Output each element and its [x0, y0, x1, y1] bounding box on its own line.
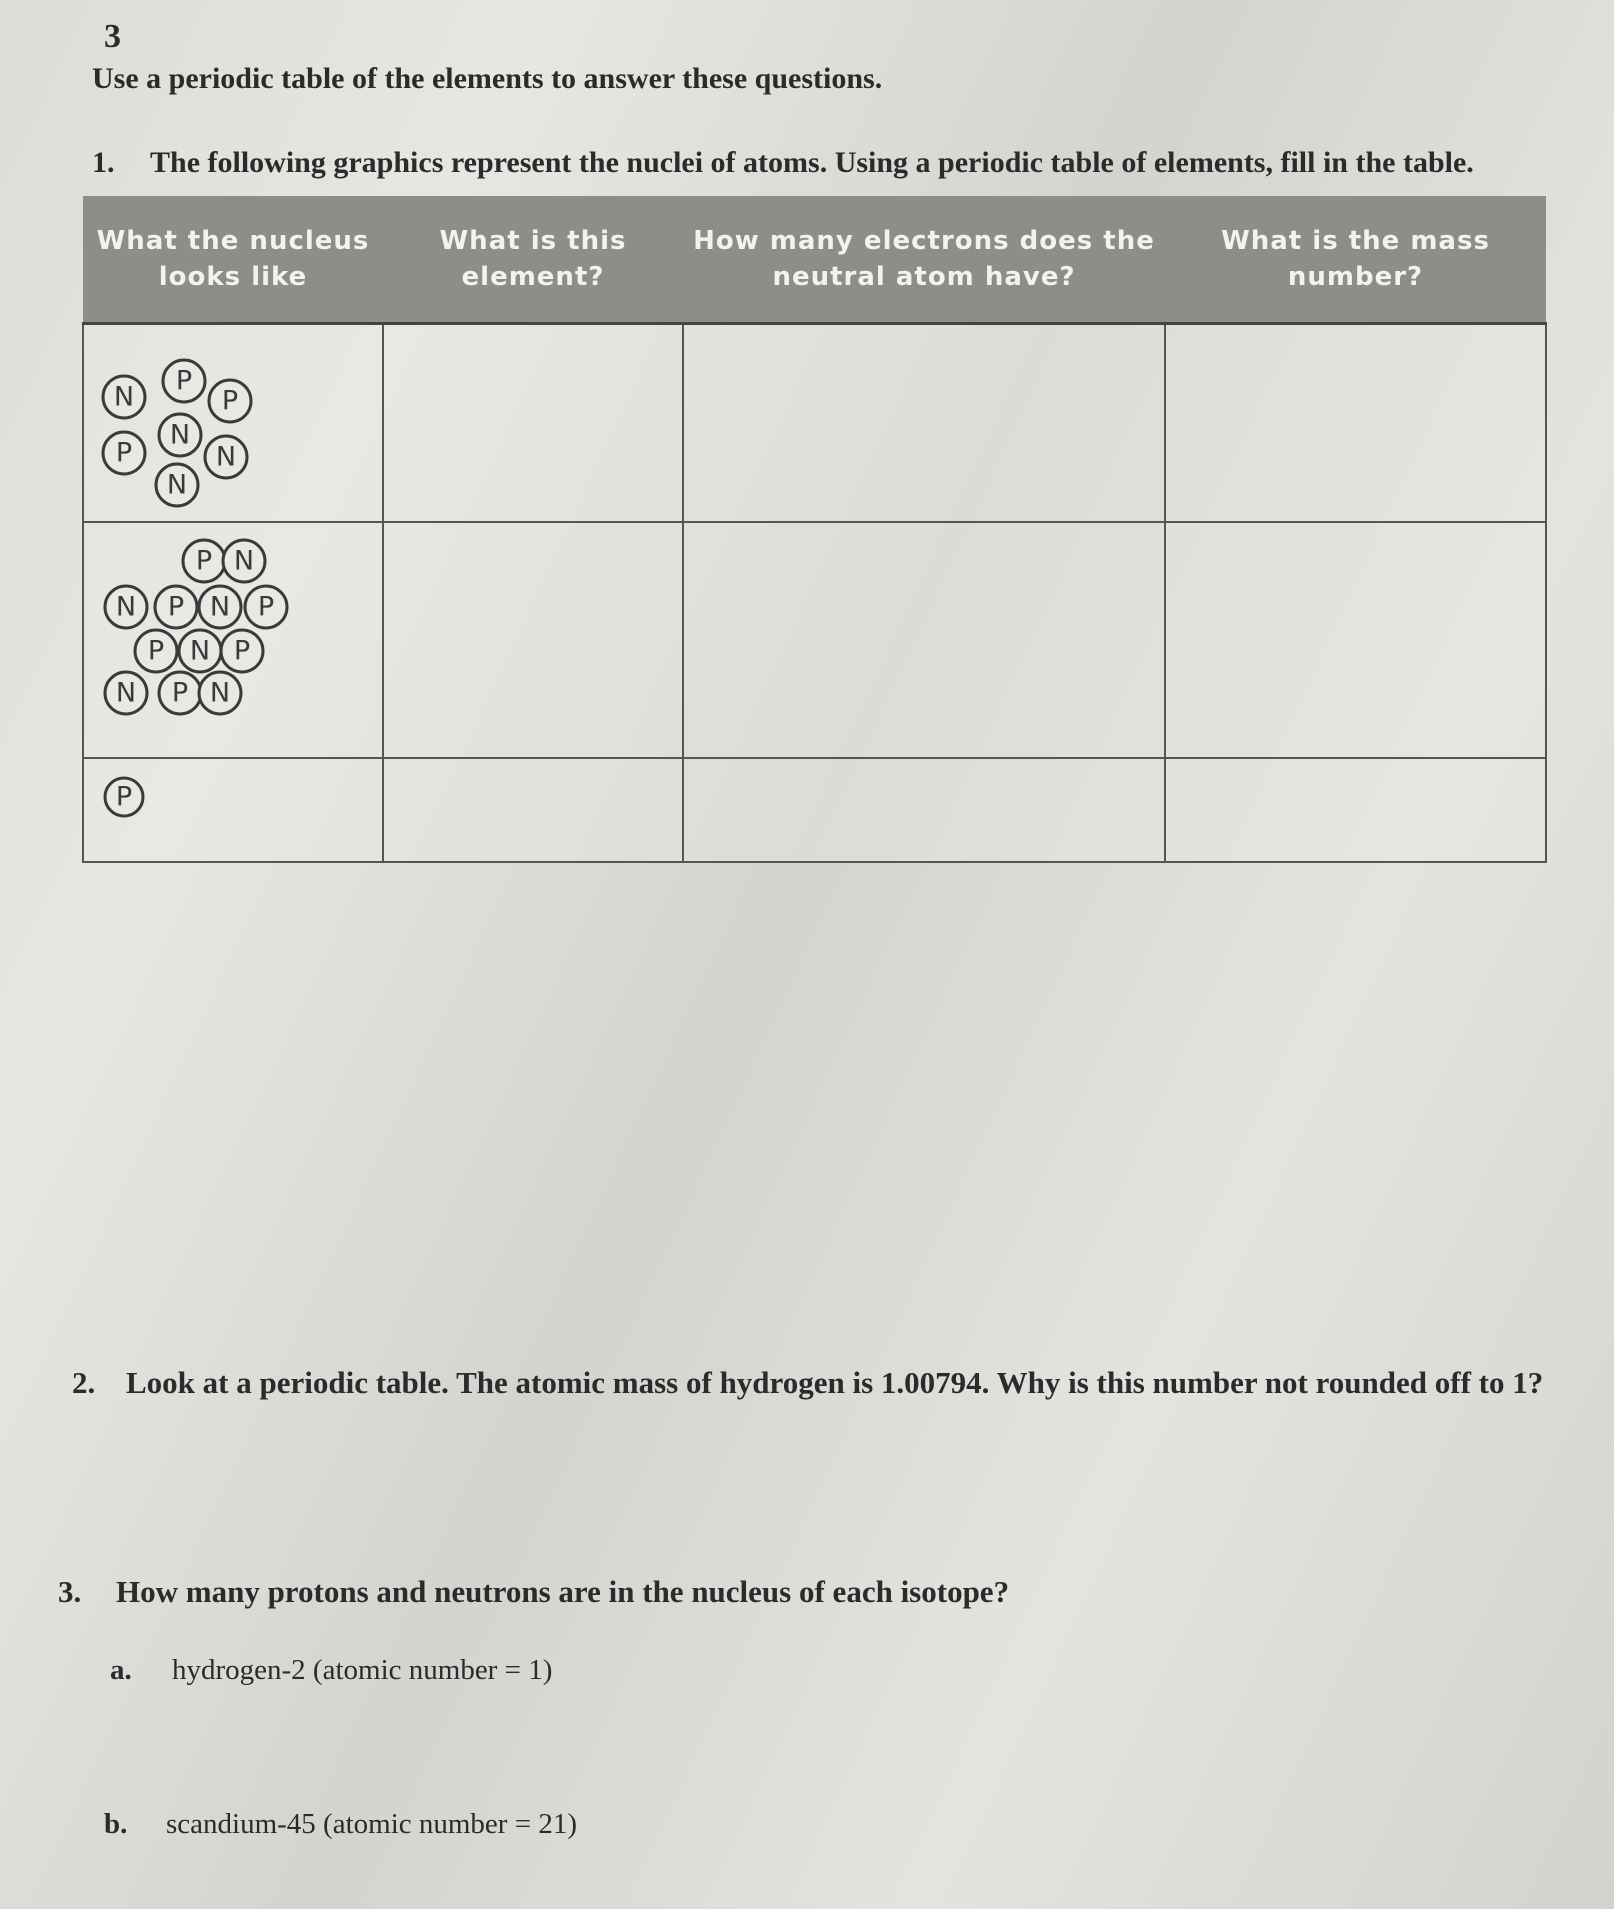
question-3-number: 3. [58, 1574, 82, 1609]
nucleus-particle [156, 464, 198, 506]
nucleus-graphic [84, 759, 380, 859]
svg-text:N: N [209, 677, 231, 709]
nucleus-particle [199, 672, 241, 714]
header-nucleus: What the nucleus looks like [83, 196, 383, 324]
nucleus-graphic [84, 523, 380, 755]
svg-text:P: P [221, 385, 239, 417]
nucleus-particle [199, 586, 241, 628]
svg-text:P: P [115, 781, 133, 813]
header-element: What is this element? [383, 196, 683, 324]
nucleus-cell [83, 324, 383, 523]
svg-text:N: N [115, 591, 137, 623]
element-answer-cell[interactable] [383, 758, 683, 862]
svg-text:P: P [115, 437, 133, 469]
nucleus-particle [103, 432, 145, 474]
electrons-answer-cell[interactable] [683, 758, 1165, 862]
nucleus-particle [183, 540, 225, 582]
svg-text:P: P [147, 635, 165, 667]
header-mass-number: What is the mass number? [1165, 196, 1546, 324]
svg-text:P: P [195, 545, 213, 577]
nucleus-particle [159, 672, 201, 714]
svg-text:N: N [115, 677, 137, 709]
nucleus-cell [83, 522, 383, 758]
svg-text:P: P [171, 677, 189, 709]
question-2 [72, 1362, 1572, 1404]
instructions: Use a periodic table of the elements to answer these questions. [92, 62, 883, 95]
mass-number-answer-cell[interactable] [1165, 324, 1546, 523]
table-header-row [83, 196, 1546, 324]
svg-text:N: N [189, 635, 211, 667]
nucleus-particle [105, 778, 143, 816]
element-answer-cell[interactable] [383, 522, 683, 758]
question-3a-text: hydrogen-2 (atomic number = 1) [172, 1654, 553, 1686]
nucleus-particle [209, 380, 251, 422]
nucleus-particle [105, 586, 147, 628]
svg-text:P: P [233, 635, 251, 667]
svg-text:N: N [215, 441, 237, 473]
svg-text:P: P [175, 365, 193, 397]
electrons-answer-cell[interactable] [683, 522, 1165, 758]
nucleus-particle [155, 586, 197, 628]
question-2-text: Look at a periodic table. The atomic mass of hydrogen is 1.00794. Why is this number not rounded off to 1? [126, 1365, 1544, 1400]
question-3-text: How many protons and neutrons are in the nucleus of each isotope? [116, 1574, 1010, 1609]
svg-text:N: N [169, 419, 191, 451]
question-1-number: 1. [92, 146, 115, 179]
question-3a-letter: a. [110, 1654, 132, 1686]
table-row [83, 324, 1546, 523]
nucleus-table [82, 196, 1547, 863]
mass-number-answer-cell[interactable] [1165, 522, 1546, 758]
svg-text:N: N [233, 545, 255, 577]
nucleus-graphic [84, 325, 380, 519]
question-3b-letter: b. [104, 1808, 128, 1840]
nucleus-particle [223, 540, 265, 582]
electrons-answer-cell[interactable] [683, 324, 1165, 523]
element-answer-cell[interactable] [383, 324, 683, 523]
nucleus-particle [179, 630, 221, 672]
svg-text:P: P [257, 591, 275, 623]
question-3b-text: scandium-45 (atomic number = 21) [166, 1808, 577, 1840]
header-electrons: How many electrons does the neutral atom have? [683, 196, 1165, 324]
svg-text:N: N [166, 469, 188, 501]
page-number: 3 [104, 18, 121, 55]
mass-number-answer-cell[interactable] [1165, 758, 1546, 862]
nucleus-particle [105, 672, 147, 714]
nucleus-particle [159, 414, 201, 456]
question-3a [110, 1654, 552, 1687]
nucleus-cell [83, 758, 383, 862]
nucleus-particle [103, 376, 145, 418]
nucleus-particle [245, 586, 287, 628]
nucleus-particle [205, 436, 247, 478]
table-row [83, 522, 1546, 758]
question-2-number: 2. [72, 1365, 96, 1400]
nucleus-particle [163, 360, 205, 402]
table-row [83, 758, 1546, 862]
svg-text:N: N [209, 591, 231, 623]
svg-text:N: N [113, 381, 135, 413]
question-1-text: The following graphics represent the nuclei of atoms. Using a periodic table of elements, fill in the table. [150, 146, 1474, 179]
svg-text:P: P [167, 591, 185, 623]
nucleus-particle [135, 630, 177, 672]
nucleus-particle [221, 630, 263, 672]
question-1 [92, 146, 1572, 180]
question-3 [58, 1574, 1009, 1610]
question-3b [104, 1808, 577, 1841]
